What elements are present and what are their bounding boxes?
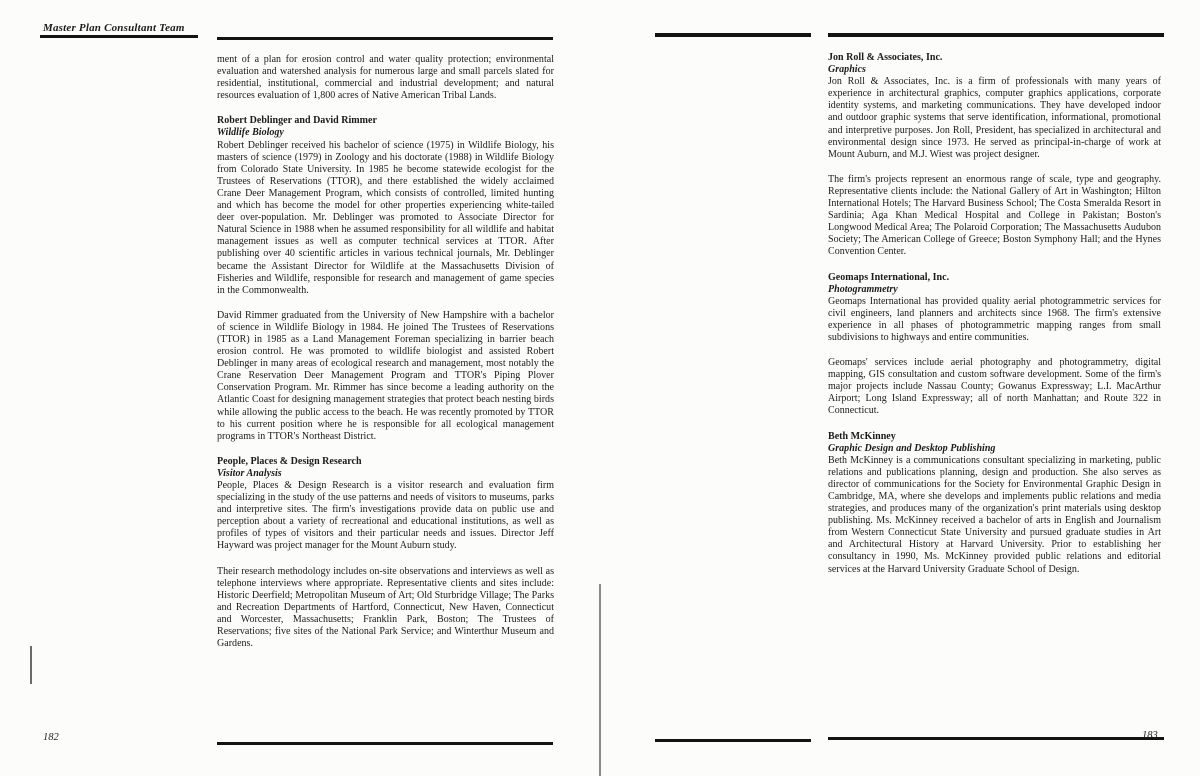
right-column-top-rule: [828, 33, 1164, 37]
paragraph: Their research methodology includes on-site observations and interviews as well as telephone interviews where appropriate. Representative clients and sites include: Historic Deerfield; Metropolitan Museum of Art; Old Sturbridge Village; The Parks and Recreation Departments of Hartford, Connecticut, New Haven, Connecticut and Worcester, Massachusetts; Franklin Park, Boston; The Trustees of Reservations; five sites of the National Park Service; and Winterthur Museum and Gardens.: [217, 565, 554, 650]
section-subheading-graphic-design: Graphic Design and Desktop Publishing: [828, 442, 996, 454]
right-margin-top-rule: [655, 33, 811, 37]
paragraph: Robert Deblinger received his bachelor of science (1975) in Wildlife Biology, his masters of science (1979) in Zoology and his doctorate (1988) in Wildlife Biology from Colorado State University. In 1985 he become statewide ecologist for the Trustees of Reservations (TTOR), and there established the widely acclaimed Crane Deer Management Program, which consists of controlled, limited hunting and which has become the model for other properties experiencing white-tailed deer over-population. Mr. Deblinger was promoted to Associate Director for Natural Science in 1988 when he assumed responsibility for all wildlife and habitat management issues as well as computer technical services at TTOR. After publishing over 40 scientific articles in various technical journals, Mr. Deblinger became the Assistant Director for Wildlife at the Massachusetts Division of Fisheries and Wildlife, responsible for research and management of game species in the Commonwealth.: [217, 139, 554, 296]
right-margin-bottom-rule: [655, 739, 811, 742]
section-heading-jon-roll: Jon Roll & Associates, Inc.: [828, 52, 943, 63]
section-heading-people-places-design: People, Places & Design Research: [217, 455, 362, 467]
page-number-left: 182: [43, 732, 59, 743]
page-gutter-line: [599, 584, 601, 776]
left-column-bottom-rule: [217, 742, 553, 745]
section-heading-robert-deblinger: Robert Deblinger and David Rimmer: [217, 115, 377, 127]
paragraph: The firm's projects represent an enormous range of scale, type and geography. Representative clients include: the National Gallery of Art in Washington; Hilton International Hotels; The Harvard Business School; The Costa Smeralda Resort in Sardinia; Aga Khan Medical Hospital and College in Pakistan; Boston's Longwood Medical Area; The Polaroid Corporation; The Massachusetts Audubon Society; The American College of Greece; Boston Symphony Hall; and the Hynes Convention Center.: [828, 173, 1161, 258]
paragraph: Jon Roll & Associates, Inc. is a firm of professionals with many years of experience in architectural graphics, computer graphics applications, corporate identity systems, and marketing communications. They have developed indoor and outdoor graphic systems that serve identification, informational, promotional and interpretive purposes. Jon Roll, President, has specialized in architectural and environmental design since 1973. He served as principal-in-charge of work at Mount Auburn, and M.J. Wiest was project designer.: [828, 76, 1161, 160]
paragraph: Beth McKinney is a communications consultant specializing in marketing, public relations and publications planning, design and production. She also serves as director of communications for the Society for Environmental Graphic Design in Cambridge, MA, where she develops and implements public relations and media strategies, and produces many of the organization's print materials using desktop publishing. Ms. McKinney received a bachelor of arts in English and Journalism from Western Connecticut State University and pursued graduate studies in Art and Architectural History at Harvard University. Prior to establishing her consultancy in 1990, Ms. McKinney provided public relations and editorial services at the Harvard University Graduate School of Design.: [828, 454, 1161, 575]
section-subheading-wildlife-biology: Wildlife Biology: [217, 127, 284, 139]
right-page-column: [828, 52, 1161, 589]
section-subheading-visitor-analysis: Visitor Analysis: [217, 467, 282, 479]
paragraph: David Rimmer graduated from the University of New Hampshire with a bachelor of science in Wildlife Biology in 1984. He joined The Trustees of Reservations (TTOR) in 1985 as a Land Management Foreman specializing in barrier beach erosion control. He was promoted to wildlife biologist and assisted Robert Deblinger in many areas of ecological research and management, most notably the Crane Reservation Deer Management Program and TTOR's Piping Plover Conservation Program. Mr. Rimmer has since become a leading authority on the Atlantic Coast for designing management strategies that protect beach nesting birds while allowing the public access to the beach. He was recently promoted by TTOR to his current position where he is responsible for all ecological management programs in TTOR's Northeast District.: [217, 309, 554, 442]
left-page-column: [217, 54, 554, 663]
section-heading-geomaps: Geomaps International, Inc.: [828, 271, 950, 283]
paragraph: Geomaps International has provided quality aerial photogrammetric services for civil engineers, land planners and architects since 1968. The firm's extensive experience in all phases of photogrammetric mapping ranges from small subdivisions to highways and entire communities.: [828, 295, 1161, 343]
running-head-title: Master Plan Consultant Team: [43, 22, 185, 34]
left-edge-scan-mark: [30, 646, 32, 684]
section-subheading-photogrammetry: Photogrammetry: [828, 283, 898, 295]
paragraph: People, Places & Design Research is a visitor research and evaluation firm specializing in the study of the use patterns and needs of visitors to museums, parks and interpretive sites. The firm's investigations provide data on public use and perception about a variety of recreational and educational institutions, as well as profiles of types of visitors and their particular needs and issues. Director Jeff Hayward was project manager for the Mount Auburn study.: [217, 480, 554, 552]
section-heading-beth-mckinney: Beth McKinney: [828, 430, 896, 442]
right-column-bottom-rule: [828, 737, 1164, 740]
left-column-top-rule: [217, 37, 553, 40]
running-head-rule: [40, 35, 198, 38]
paragraph-continuation: ment of a plan for erosion control and water quality protection; environmental evaluation and watershed analysis for numerous large and small parcels slated for residential, institutional, commercial and industrial development; and natural resources evaluation of 1,800 acres of Native American Tribal Lands.: [217, 54, 554, 102]
paragraph: Geomaps' services include aerial photography and photogrammetry, digital mapping, GIS consultation and custom software development. Some of the firm's major projects include Nassau County; Gowanus Expressway; L.I. MacArthur Airport; Long Island Expressway; all of north Manhattan; and Route 322 in Connecticut.: [828, 357, 1161, 417]
page-number-right: 183: [1142, 730, 1158, 741]
section-subheading-graphics: Graphics: [828, 64, 866, 76]
